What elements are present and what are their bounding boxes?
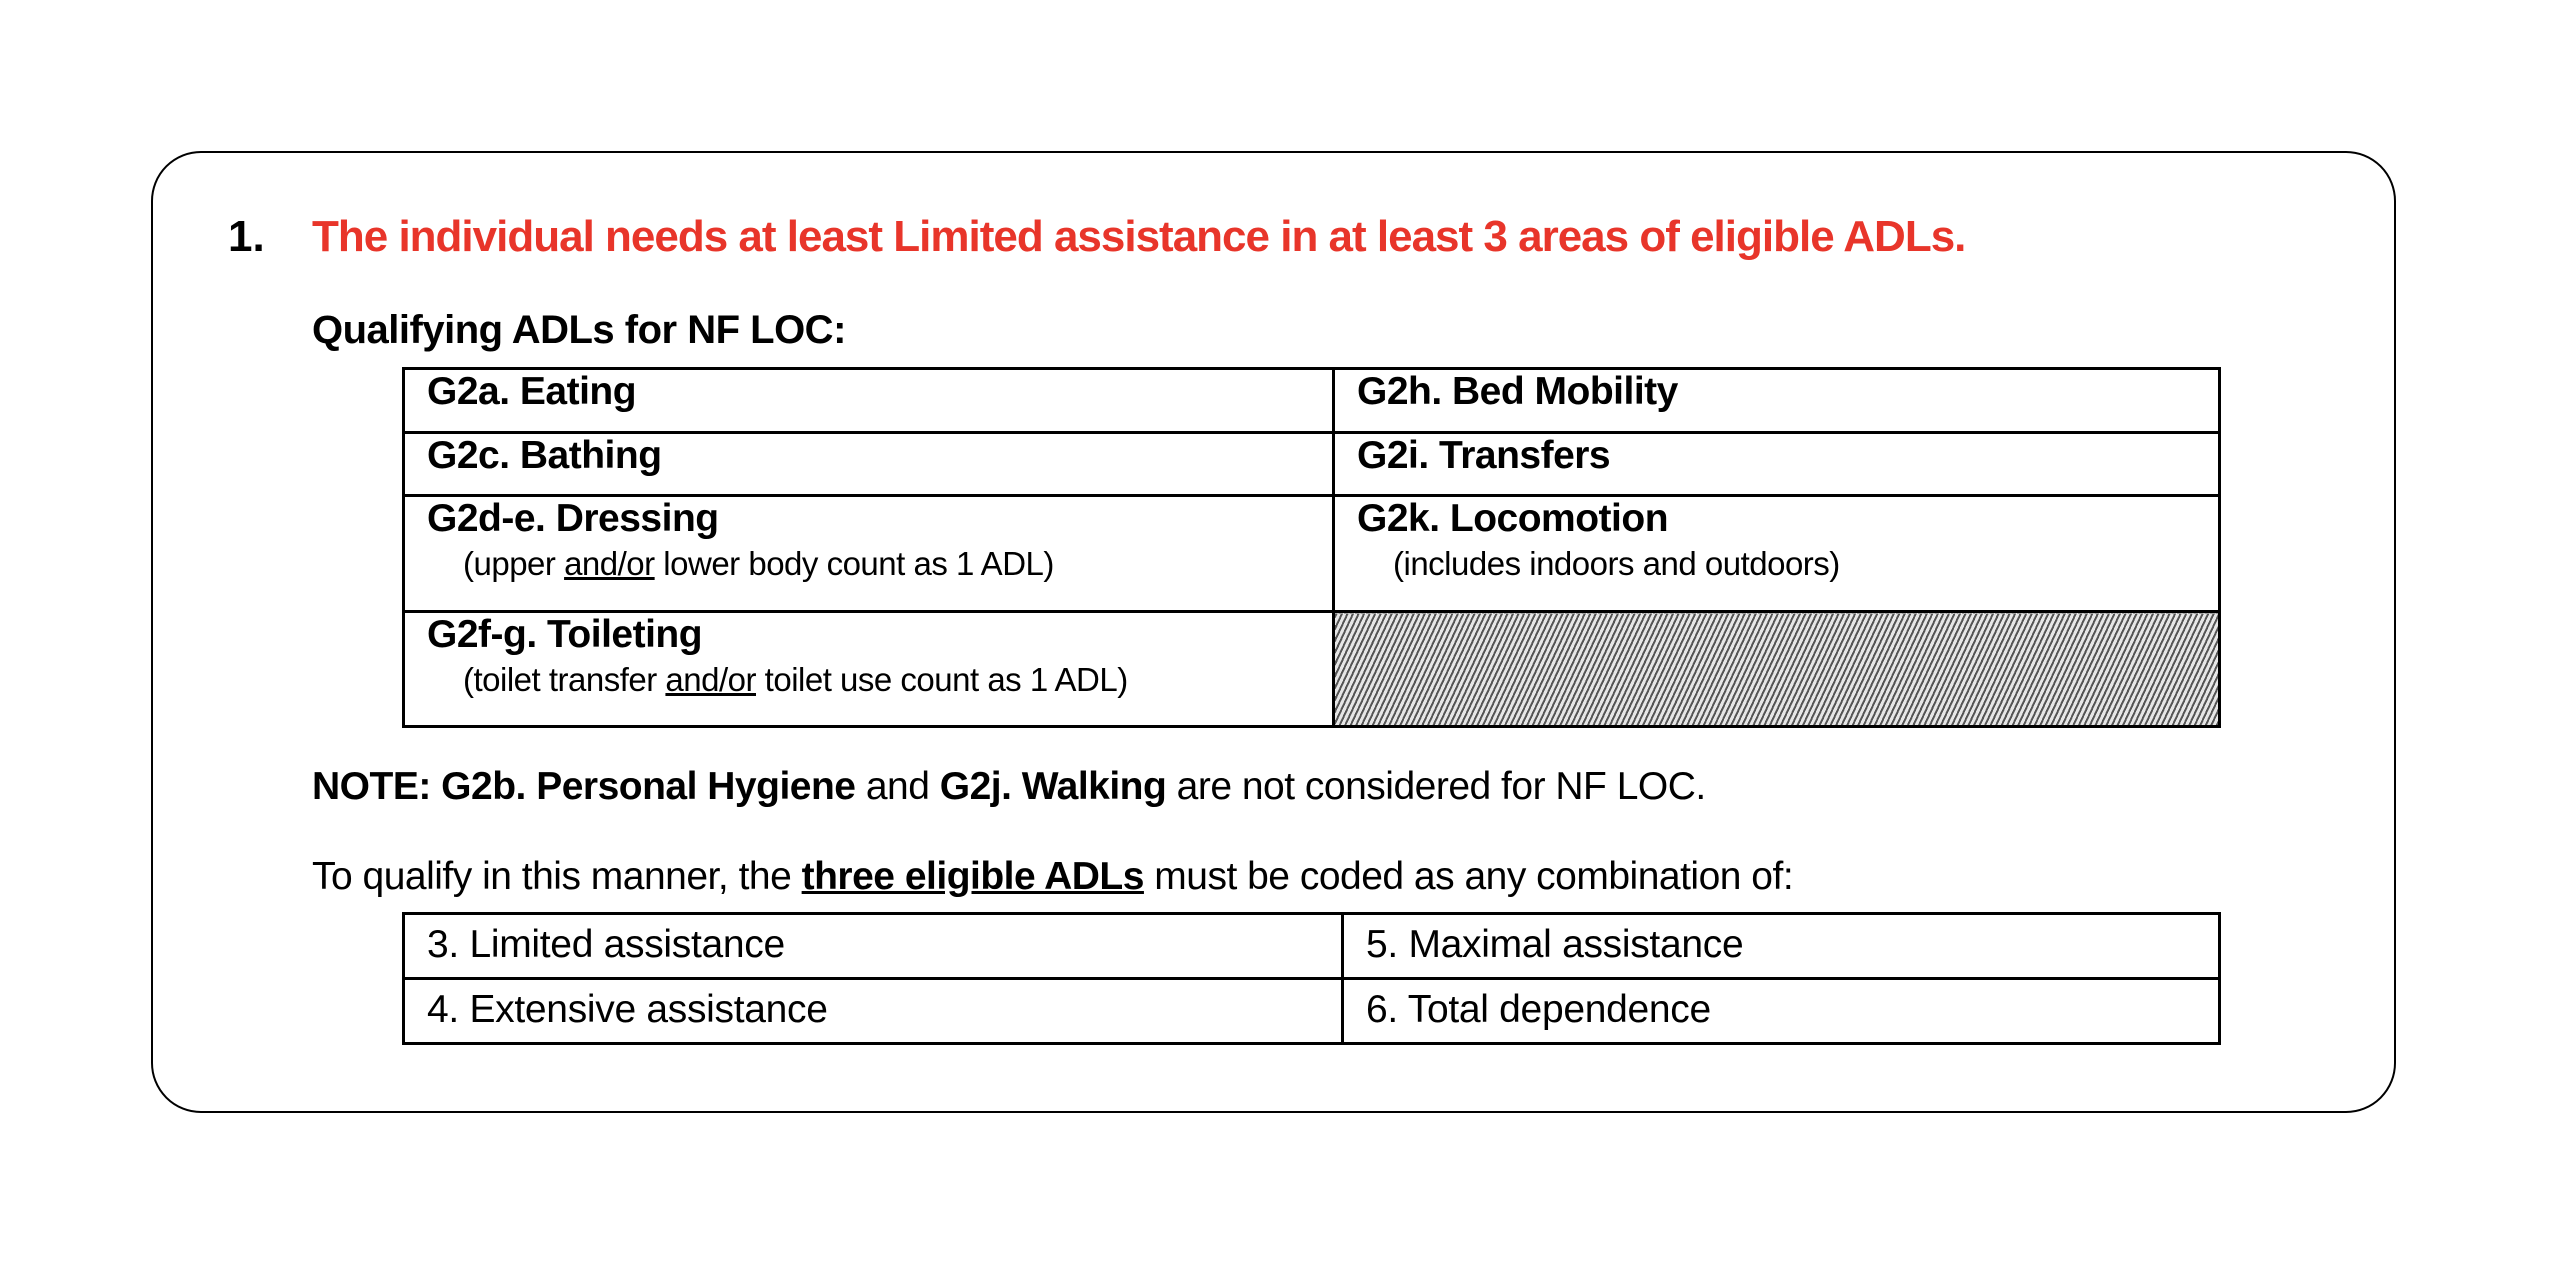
note-underlined: and/or xyxy=(564,545,655,582)
adl-cell: G2a. Eating xyxy=(404,369,1334,433)
adl-cell: G2c. Bathing xyxy=(404,433,1334,496)
hatched-empty-cell xyxy=(1334,612,2220,727)
note-text: are not considered for NF LOC. xyxy=(1166,765,1706,808)
note-text: lower body count as 1 ADL) xyxy=(654,545,1054,582)
adl-note xyxy=(427,661,1332,699)
criterion-number: 1. xyxy=(228,212,265,261)
note-text: (upper xyxy=(463,545,565,582)
table-row xyxy=(404,979,2220,1044)
adl-note: (includes indoors and outdoors) xyxy=(1393,545,1840,582)
note-underlined: and/or xyxy=(665,661,756,698)
codes-table xyxy=(402,912,2221,1045)
criterion-statement: The individual needs at least Limited assistance in at least 3 areas of eligible ADLs. xyxy=(312,212,1966,261)
qualify-text: To qualify in this manner, the xyxy=(312,855,802,898)
note-text: (toilet transfer xyxy=(463,661,666,698)
note-text: and xyxy=(855,765,940,808)
note-text: toilet use count as 1 ADL) xyxy=(756,661,1128,698)
qualifying-heading: Qualifying ADLs for NF LOC: xyxy=(312,308,846,352)
code-cell: 4. Extensive assistance xyxy=(404,979,1343,1044)
adl-cell xyxy=(404,496,1334,612)
code-cell: 6. Total dependence xyxy=(1343,979,2220,1044)
note-line xyxy=(312,765,1706,809)
adl-cell xyxy=(404,612,1334,727)
adl-cell: G2h. Bed Mobility xyxy=(1334,369,2220,433)
adl-note xyxy=(427,545,1332,583)
qualify-emphasis: three eligible ADLs xyxy=(801,855,1144,898)
adl-cell: G2i. Transfers xyxy=(1334,433,2220,496)
table-row xyxy=(404,369,2220,433)
adl-title: G2f-g. Toileting xyxy=(427,613,703,656)
adl-cell xyxy=(1334,496,2220,612)
adl-table xyxy=(402,367,2221,728)
adl-title: G2k. Locomotion xyxy=(1357,497,1669,540)
note-item: G2b. Personal Hygiene xyxy=(441,765,856,808)
adl-title: G2d-e. Dressing xyxy=(427,497,719,540)
qualify-text: must be coded as any combination of: xyxy=(1143,855,1794,898)
qualify-line xyxy=(312,855,1793,899)
note-item: G2j. Walking xyxy=(939,765,1167,808)
table-row xyxy=(404,496,2220,612)
code-cell: 3. Limited assistance xyxy=(404,914,1343,979)
table-row xyxy=(404,914,2220,979)
table-row xyxy=(404,433,2220,496)
code-cell: 5. Maximal assistance xyxy=(1343,914,2220,979)
table-row xyxy=(404,612,2220,727)
note-label: NOTE: xyxy=(312,765,442,808)
